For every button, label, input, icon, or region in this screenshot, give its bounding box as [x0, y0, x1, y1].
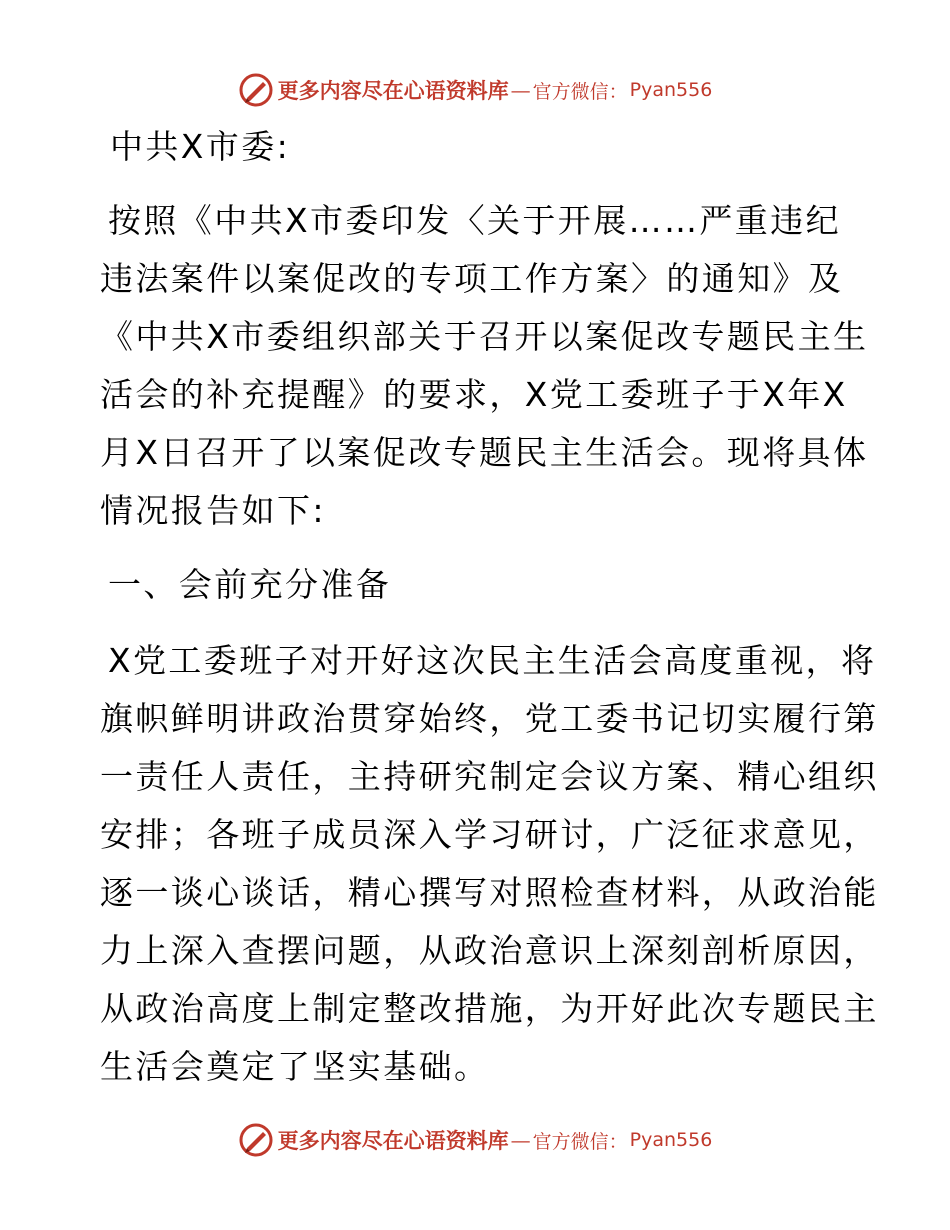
para2-line-3: 一责任人责任，主持研究制定会议方案、精心组织: [100, 757, 879, 796]
watermark-label: 官方微信：: [532, 1130, 628, 1153]
para1-line-2: 违法案件以案促改的专项工作方案〉的通知》及: [100, 259, 844, 298]
para2-line-6: 力上深入查摆问题，从政治意识上深刻剖析原因，: [100, 931, 879, 970]
watermark-main-text: 更多内容尽在心语资料库: [277, 1128, 509, 1153]
para1-line-3: 《中共X市委组织部关于召开以案促改专题民主生: [100, 317, 869, 356]
para1-line-1: 按照《中共X市委印发〈关于开展……严重违纪: [108, 201, 842, 240]
watermark-footer: [0, 1120, 950, 1160]
section-heading-1: 一、会前充分准备: [108, 565, 392, 604]
logo-icon: [238, 1122, 274, 1158]
watermark-header: [0, 70, 950, 110]
watermark-label: 官方微信：: [532, 80, 628, 103]
watermark-dash: —: [510, 78, 531, 102]
watermark-wechat-id: Pyan556: [629, 1129, 713, 1151]
logo-icon: [238, 72, 274, 108]
para2-line-7: 从政治高度上制定整改措施，为开好此次专题民主: [100, 989, 879, 1028]
para1-line-4: 活会的补充提醒》的要求，X党工委班子于X年X: [100, 375, 848, 414]
salutation: 中共X市委:: [110, 127, 291, 166]
watermark-main-text: 更多内容尽在心语资料库: [277, 78, 509, 103]
para2-line-1: X党工委班子对开好这次民主生活会高度重视，将: [108, 641, 877, 680]
watermark-dash: —: [510, 1128, 531, 1152]
para2-line-5: 逐一谈心谈话，精心撰写对照检查材料，从政治能: [100, 873, 879, 912]
para1-line-5: 月X日召开了以案促改专题民主生活会。现将具体: [100, 433, 869, 472]
para2-line-4: 安排；各班子成员深入学习研讨，广泛征求意见，: [100, 815, 879, 854]
para1-line-6: 情况报告如下:: [100, 491, 326, 530]
watermark-wechat-id: Pyan556: [629, 79, 713, 101]
para2-line-2: 旗帜鲜明讲政治贯穿始终，党工委书记切实履行第: [100, 699, 879, 738]
para2-line-8: 生活会奠定了坚实基础。: [100, 1047, 490, 1086]
